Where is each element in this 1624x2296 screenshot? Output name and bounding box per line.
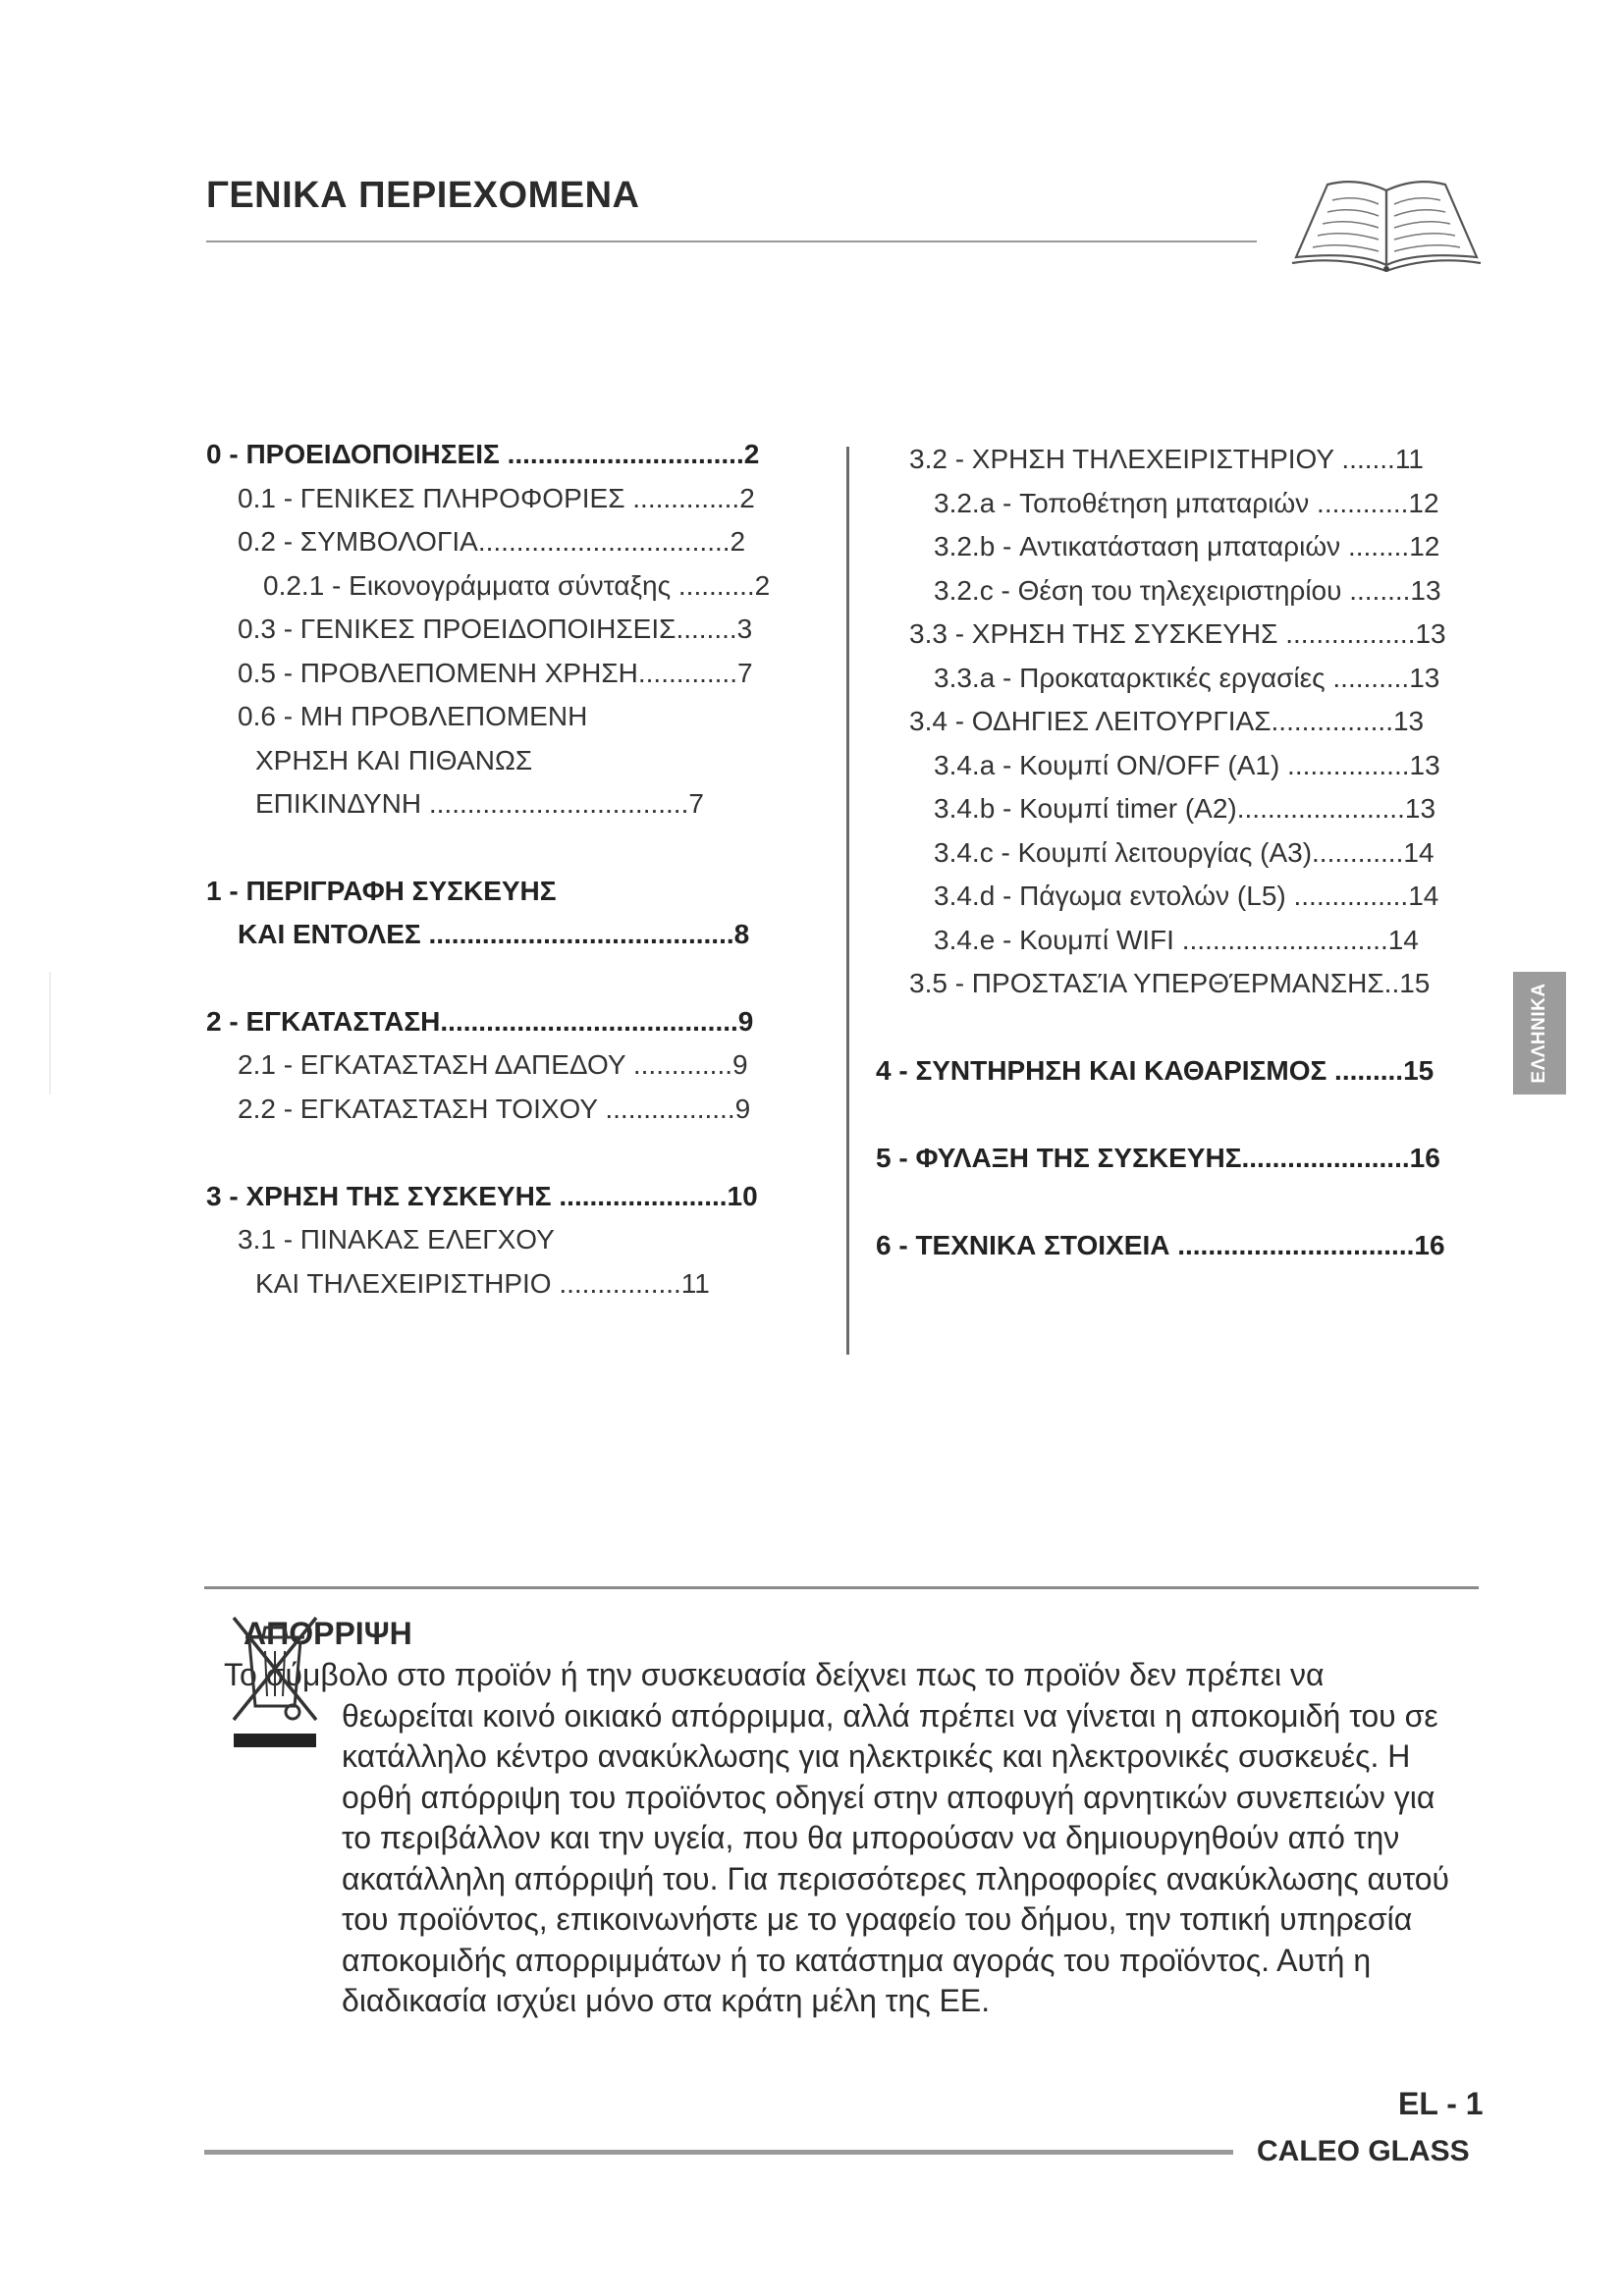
toc-item[interactable]: 3.3.a - Προκαταρκτικές εργασίες ..........13 — [934, 663, 1440, 693]
disposal-divider — [204, 1586, 1479, 1589]
disposal-text-line: κατάλληλο κέντρο ανακύκλωσης για ηλεκτρικές και ηλεκτρονικές συσκευές. Η — [342, 1738, 1411, 1774]
disposal-text-line: ακατάλληλη απόρριψή του. Για περισσότερες πληροφορίες ανακύκλωσης αυτού — [342, 1861, 1450, 1896]
open-book-icon — [1288, 167, 1485, 275]
page-number: EL - 1 — [1398, 2086, 1484, 2121]
toc-item[interactable]: 3 - ΧΡΗΣΗ ΤΗΣ ΣΥΣΚΕΥΗΣ ......................10 — [206, 1181, 758, 1211]
disposal-text-line: αποκομιδής απορριμμάτων ή το κατάστημα αγοράς του προϊόντος. Αυτή η — [342, 1943, 1372, 1978]
toc-item[interactable]: 0 - ΠΡΟΕΙΔΟΠΟΙΗΣΕΙΣ ...............................2 — [206, 439, 760, 469]
toc-item[interactable]: 3.3 - ΧΡΗΣΗ ΤΗΣ ΣΥΣΚΕΥΗΣ .................13 — [909, 618, 1446, 649]
toc-item[interactable]: 3.4.e - Κουμπί WIFI ...........................14 — [934, 925, 1419, 955]
toc-item[interactable]: 2 - ΕΓΚΑΤΑΣΤΑΣΗ.......................................9 — [206, 1006, 754, 1037]
toc-item[interactable]: 3.2.a - Τοποθέτηση μπαταριών ............12 — [934, 488, 1439, 518]
edge-mark — [49, 972, 51, 1095]
toc-item[interactable]: 1 - ΠΕΡΙΓΡΑΦΗ ΣΥΣΚΕΥΗΣ — [206, 876, 557, 906]
disposal-text-line: διαδικασία ισχύει μόνο στα κράτη μέλη της ΕΕ. — [342, 1983, 991, 2018]
disposal-text-line: ορθή απόρριψη του προϊόντος οδηγεί στην αποφυγή αρνητικών συνεπειών για — [342, 1780, 1435, 1815]
toc-item[interactable]: 3.4.b - Κουμπί timer (A2)......................13 — [934, 793, 1436, 824]
toc-item[interactable]: ΚΑΙ ΤΗΛΕΧΕΙΡΙΣΤΗΡΙΟ ................11 — [255, 1268, 710, 1299]
toc-item[interactable]: 3.4.a - Κουμπί ON/OFF (A1) ................13 — [934, 750, 1440, 780]
page-title: ΓΕΝΙΚΑ ΠΕΡΙΕΧΟΜΕΝΑ — [206, 175, 640, 216]
language-tab — [1513, 972, 1566, 1095]
crossed-out-bin-icon — [228, 1610, 322, 1757]
toc-item[interactable]: 2.2 - ΕΓΚΑΤΑΣΤΑΣΗ ΤΟΙΧΟΥ .................9 — [238, 1094, 751, 1124]
toc-item[interactable]: 2.1 - ΕΓΚΑΤΑΣΤΑΣΗ ΔΑΠΕΔΟΥ .............9 — [238, 1049, 748, 1080]
toc-item[interactable]: 6 - ΤΕΧΝΙΚΑ ΣΤΟΙΧΕΙΑ ...............................16 — [876, 1230, 1445, 1260]
toc-item[interactable]: 3.2.c - Θέση του τηλεχειριστηρίου ........13 — [934, 575, 1441, 606]
toc-item[interactable]: ΧΡΗΣΗ ΚΑΙ ΠΙΘΑΝΩΣ — [255, 745, 533, 775]
toc-item[interactable]: 0.1 - ΓΕΝΙΚΕΣ ΠΛΗΡΟΦΟΡΙΕΣ ..............2 — [238, 483, 755, 513]
toc-item[interactable]: 3.2.b - Αντικατάσταση μπαταριών ........12 — [934, 531, 1440, 561]
toc-item[interactable]: 5 - ΦΥΛΑΞΗ ΤΗΣ ΣΥΣΚΕΥΗΣ......................16 — [876, 1143, 1440, 1173]
model-name: CALEO GLASS — [1257, 2135, 1470, 2167]
toc-item[interactable]: 3.4 - ΟΔΗΓΙΕΣ ΛΕΙΤΟΥΡΓΙΑΣ................13 — [909, 706, 1425, 736]
disposal-text-line: θεωρείται κοινό οικιακό απόρριμμα, αλλά πρέπει να γίνεται η αποκομιδή του σε — [342, 1698, 1438, 1734]
title-divider — [206, 240, 1257, 242]
toc-item[interactable]: ΕΠΙΚΙΝΔΥΝΗ ..................................7 — [255, 788, 704, 819]
toc-item[interactable]: 3.2 - ΧΡΗΣΗ ΤΗΛΕΧΕΙΡΙΣΤΗΡΙΟΥ .......11 — [909, 444, 1424, 474]
toc-item[interactable]: 3.5 - ΠΡΟΣΤΑΣΊΑ ΥΠΕΡΘΈΡΜΑΝΣΗΣ..15 — [909, 968, 1431, 998]
toc-item[interactable]: 3.4.d - Πάγωμα εντολών (L5) ...............14 — [934, 881, 1439, 911]
disposal-text-line: Το σύμβολο στο προϊόν ή την συσκευασία δείχνει πως το προϊόν δεν πρέπει να — [224, 1657, 1325, 1692]
toc-item[interactable]: 4 - ΣΥΝΤΗΡΗΣΗ ΚΑΙ ΚΑΘΑΡΙΣΜΟΣ .........15 — [876, 1055, 1435, 1086]
disposal-text-line: το περιβάλλον και την υγεία, που θα μπορούσαν να δημιουργηθούν από την — [342, 1820, 1400, 1855]
toc-item[interactable]: ΚΑΙ ΕΝΤΟΛΕΣ ........................................8 — [238, 919, 750, 949]
toc-item[interactable]: 0.5 - ΠΡΟΒΛΕΠΟΜΕΝΗ ΧΡΗΣΗ.............7 — [238, 658, 753, 688]
toc-item[interactable]: 0.2.1 - Εικονογράμματα σύνταξης ..........2 — [263, 570, 771, 601]
toc-item[interactable]: 0.6 - ΜΗ ΠΡΟΒΛΕΠΟΜΕΝΗ — [238, 701, 588, 731]
language-tab-label: ΕΛΛΗΝΙΚΑ — [1529, 983, 1549, 1084]
toc-item[interactable]: 0.3 - ΓΕΝΙΚΕΣ ΠΡΟΕΙΔΟΠΟΙΗΣΕΙΣ........3 — [238, 614, 753, 644]
toc-item[interactable]: 3.4.c - Κουμπί λειτουργίας (A3)............14 — [934, 837, 1435, 868]
toc-item[interactable]: 3.1 - ΠΙΝΑΚΑΣ ΕΛΕΓΧΟΥ — [238, 1224, 555, 1255]
footer-divider — [204, 2150, 1233, 2155]
toc-item[interactable]: 0.2 - ΣΥΜΒΟΛΟΓΙΑ.................................2 — [238, 526, 746, 557]
column-divider — [846, 447, 849, 1355]
disposal-text-line: του προϊόντος, επικοινωνήστε με το γραφείο του δήμου, την τοπική υπηρεσία — [342, 1901, 1413, 1937]
disposal-title: ΑΠΟΡΡΙΨΗ — [244, 1616, 412, 1651]
